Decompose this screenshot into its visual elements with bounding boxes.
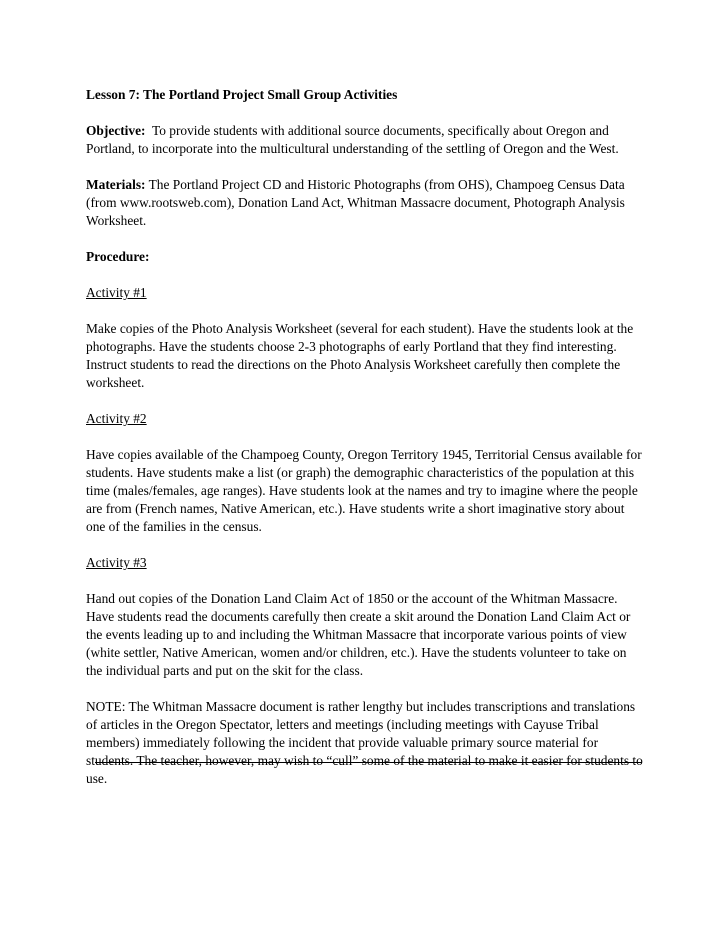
materials-text: The Portland Project CD and Historic Photographs (from OHS), Champoeg Census Data (from www.rootsweb.com), Donation Land Act, Whitman Massacre document, Photograph Analysis Worksheet. [86, 177, 625, 228]
activity-3-text: Hand out copies of the Donation Land Claim Act of 1850 or the account of the Whitman Massacre. Have students read the documents carefully then create a skit around the Donation Land Claim Act or the events leading up to and including the Whitman Massacre that incorporate various points of view (white settler, Native American, women and/or children, etc.). Have the students volunteer to take on the individual parts and put on the skit for the class. [86, 591, 631, 678]
activity-1-heading: Activity #1 [86, 285, 147, 300]
note-paragraph: NOTE: The Whitman Massacre document is rather lengthy but includes transcriptions and translations of articles in the Oregon Spectator, letters and meetings (including meetings with Cayuse Tribal members) immediately following the incident that provide valuable primary source material for students. The teacher, however, may wish to “cull” some of the material to make it easier for students to use. [86, 699, 643, 786]
document-body [86, 86, 646, 806]
activity-3-heading: Activity #3 [86, 555, 147, 570]
lesson-title: Lesson 7: The Portland Project Small Group Activities [86, 87, 398, 102]
objective-label: Objective: [86, 123, 146, 138]
materials-label: Materials: [86, 177, 146, 192]
objective-text: To provide students with additional source documents, specifically about Oregon and Portland, to incorporate into the multicultural understanding of the settling of Oregon and the West. [86, 123, 619, 156]
activity-2-text: Have copies available of the Champoeg County, Oregon Territory 1945, Territorial Census available for students. Have students make a list (or graph) the demographic characteristics of the population at this time (males/females, age ranges). Have students look at the names and try to imagine where the people are from (French names, Native American, etc.). Have students write a short imaginative story about one of the families in the census. [86, 447, 642, 534]
activity-1-text: Make copies of the Photo Analysis Worksheet (several for each student). Have the students look at the photographs. Have the students choose 2-3 photographs of early Portland that they find interesting. Instruct students to read the directions on the Photo Analysis Worksheet carefully then complete the worksheet. [86, 321, 634, 390]
horizontal-rule [95, 762, 642, 763]
objective-paragraph [86, 122, 646, 158]
activity-2-heading: Activity #2 [86, 411, 147, 426]
procedure-heading: Procedure: [86, 249, 150, 264]
materials-paragraph [86, 176, 646, 230]
